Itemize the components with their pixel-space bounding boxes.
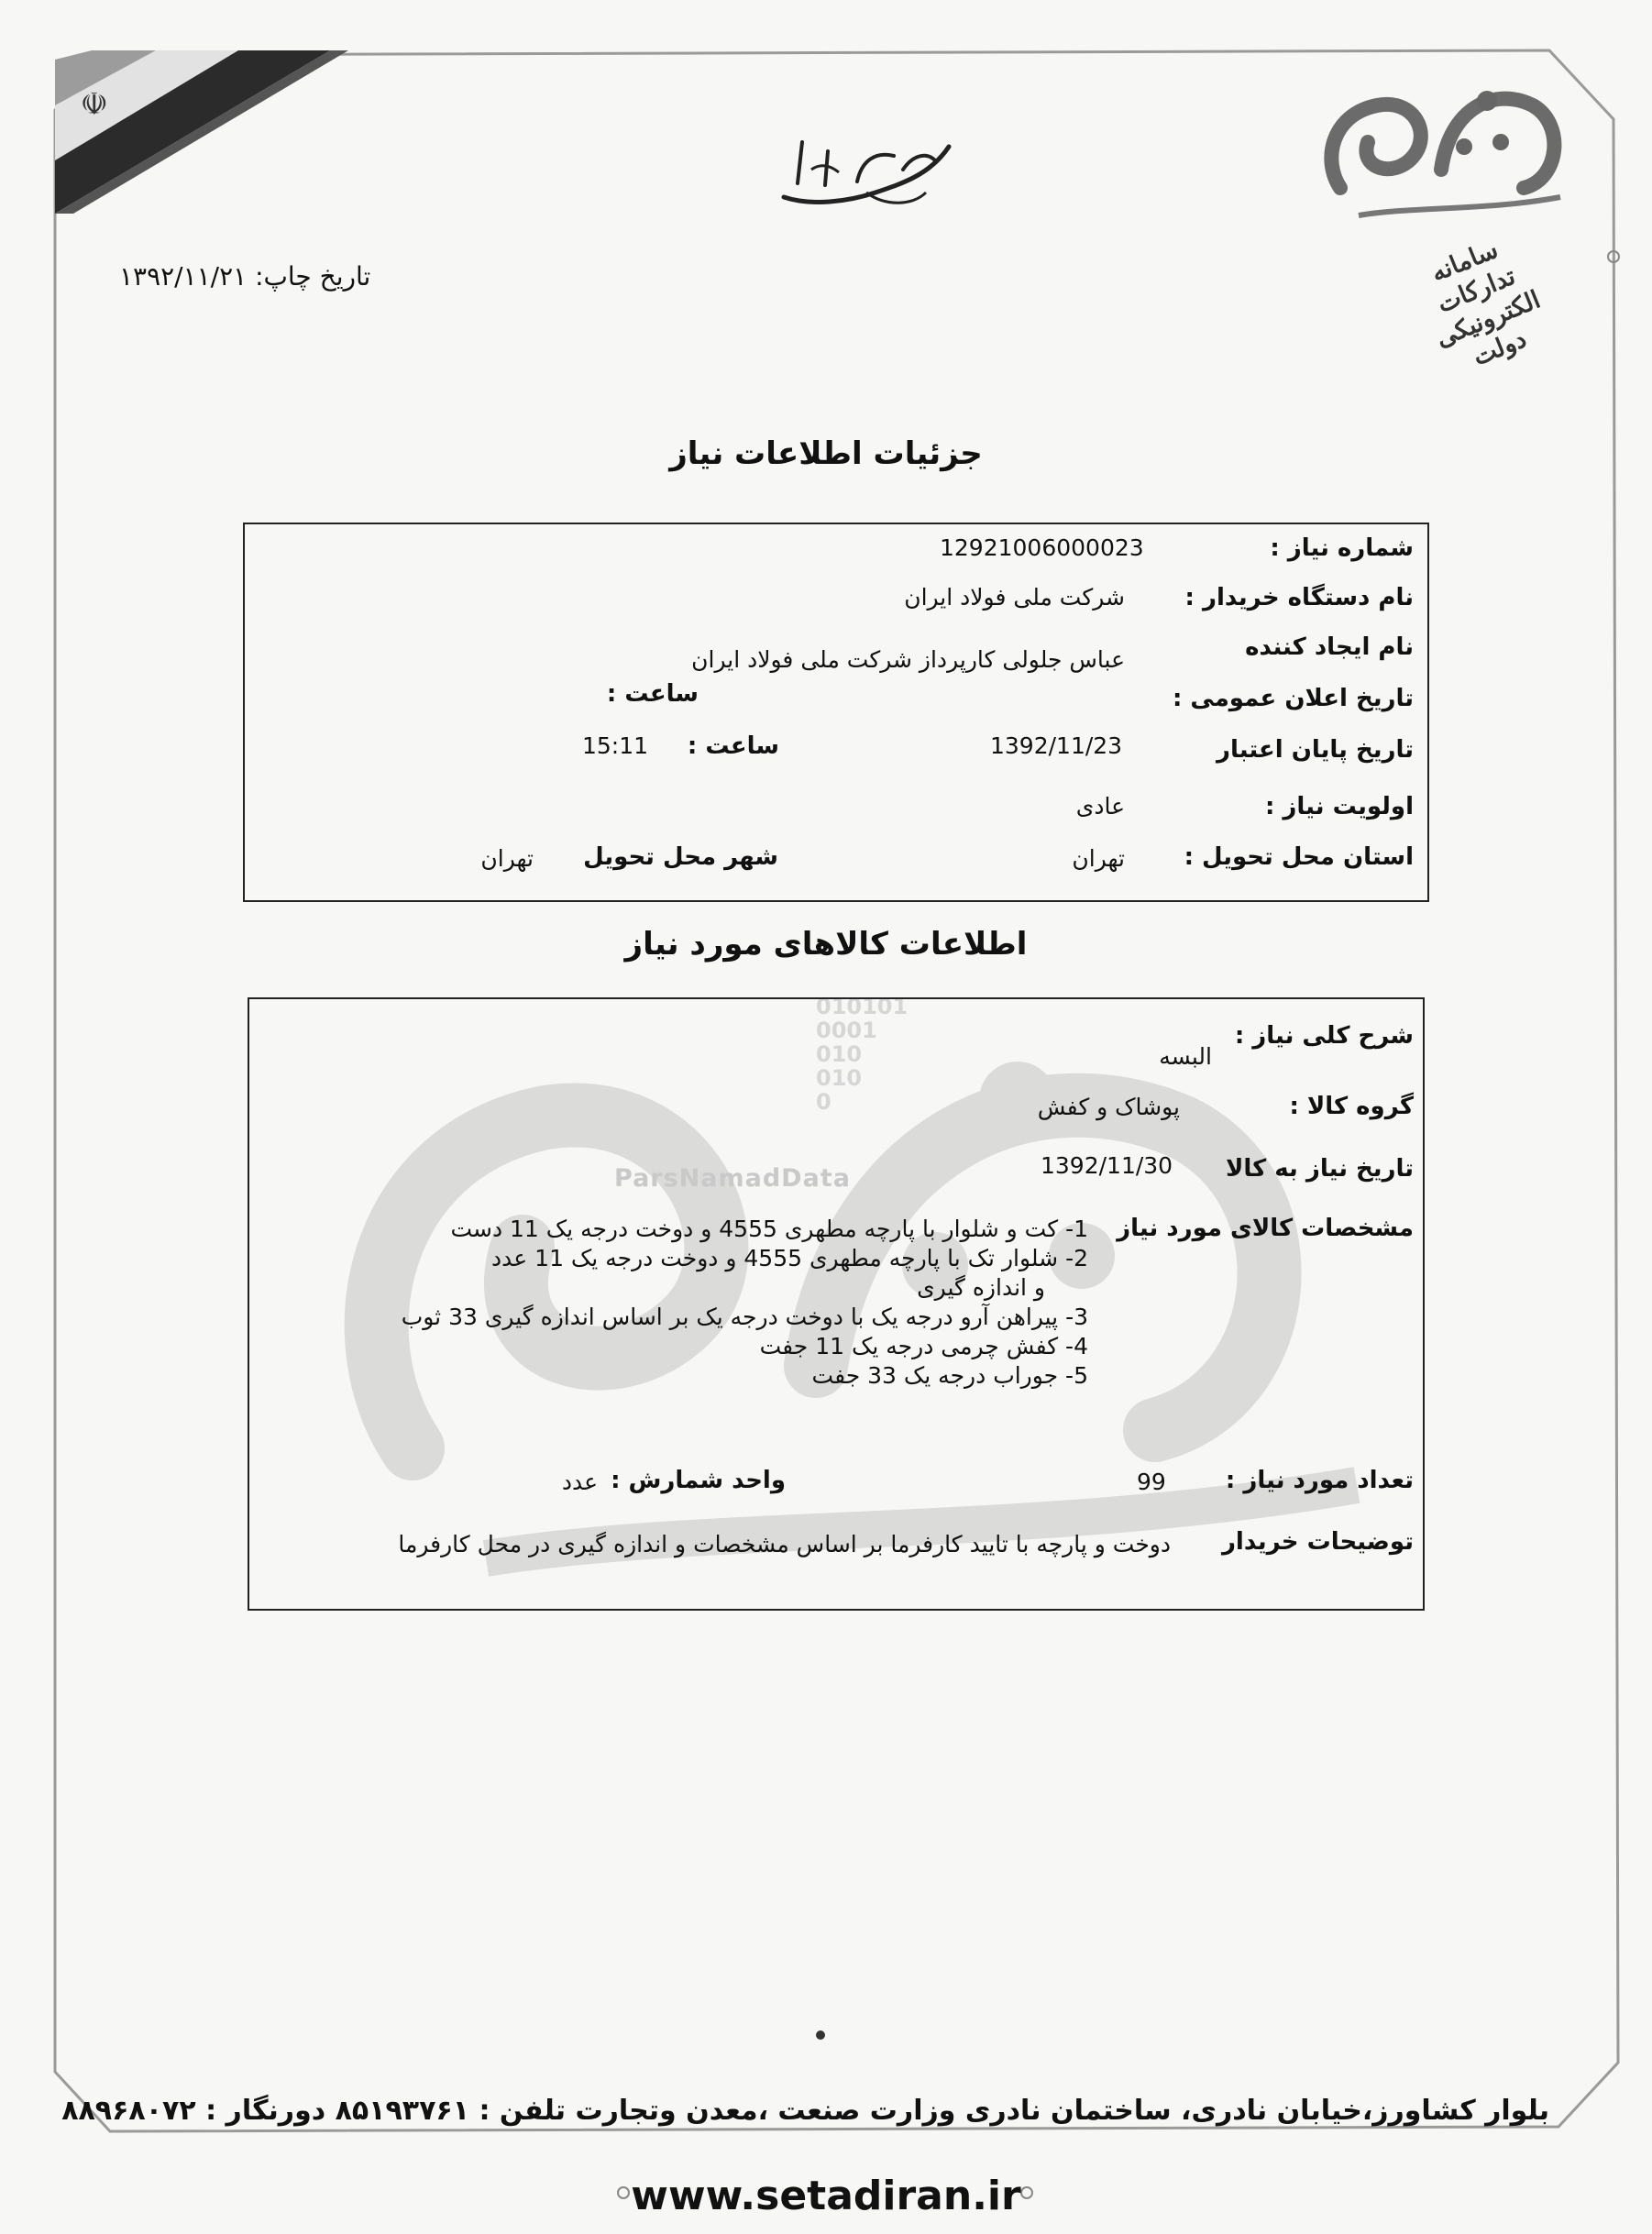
spec-line: 3- پیراهن آرو درجه یک با دوخت درجه یک بر اساس اندازه گیری 33 ثوب	[401, 1304, 1088, 1330]
specs-label: مشخصات کالای مورد نیاز	[1117, 1215, 1414, 1242]
buyer-value: شرکت ملی فولاد ایران	[904, 584, 1125, 611]
validity-time-label: ساعت :	[687, 732, 779, 760]
footer-url[interactable]: www.setadiran.ir	[631, 2173, 1021, 2219]
creator-value: عباس جلولی کارپرداز شرکت ملی فولاد ایران	[691, 646, 1125, 673]
print-date	[119, 261, 370, 292]
need-date-label: تاریخ نیاز به کالا	[1225, 1155, 1414, 1183]
watermark-digit-row: 010	[816, 1041, 863, 1067]
quantity-label: تعداد مورد نیاز :	[1225, 1467, 1414, 1494]
spec-line: 4- کفش چرمی درجه یک 11 جفت	[759, 1333, 1088, 1359]
validity-end-label: تاریخ پایان اعتبار	[1217, 736, 1414, 764]
logo-caption: سامانه تدارکات الکترونیکی دولت	[1426, 235, 1545, 372]
watermark-digit-row: 0001	[816, 1018, 877, 1043]
city-label: شهر محل تحویل	[583, 843, 778, 871]
validity-time-value: 15:11	[582, 732, 649, 759]
need-details-title: جزئیات اطلاعات نیاز	[669, 435, 983, 472]
svg-text:☫: ☫	[80, 86, 108, 123]
city-value: تهران	[480, 845, 534, 872]
bismillah-calligraphy	[775, 119, 958, 220]
announce-time-label: ساعت :	[606, 680, 699, 708]
iran-flag-ribbon-icon	[55, 50, 394, 215]
province-value: تهران	[1072, 845, 1125, 872]
need-number-label: شماره نیاز :	[1270, 534, 1414, 562]
buyer-notes-label: توضیحات خریدار	[1221, 1528, 1414, 1556]
watermark-digit-row: 010	[816, 1065, 863, 1091]
province-label: استان محل تحویل :	[1184, 843, 1414, 871]
quantity-value: 99	[1137, 1469, 1166, 1495]
spec-line: و اندازه گیری	[917, 1274, 1045, 1301]
buyer-label: نام دستگاه خریدار :	[1184, 584, 1414, 611]
general-desc-value: البسه	[1159, 1043, 1212, 1070]
watermark-digit-row: 0	[816, 1089, 832, 1115]
unit-value: عدد	[561, 1469, 598, 1495]
print-date-value: ۱۳۹۲/۱۱/۲۱	[119, 261, 248, 292]
creator-label: نام ایجاد کننده	[1245, 633, 1414, 661]
watermark-brand: ParsNamadData	[614, 1164, 851, 1193]
goods-group-label: گروه کالا :	[1289, 1093, 1414, 1120]
spec-line: 2- شلوار تک با پارچه مطهری 4555 و دوخت درجه یک 11 عدد	[491, 1245, 1088, 1271]
need-number-value: 12921006000023	[940, 534, 1144, 561]
priority-label: اولویت نیاز :	[1264, 793, 1414, 820]
print-date-label: تاریخ چاپ:	[255, 261, 371, 292]
watermark-digit-row: 010101	[816, 994, 909, 1019]
setad-logo	[1304, 50, 1579, 372]
need-date-value: 1392/11/30	[1041, 1152, 1173, 1179]
spec-line: 5- جوراب درجه یک 33 جفت	[811, 1362, 1088, 1389]
goods-group-value: پوشاک و کفش	[1037, 1094, 1180, 1120]
footer-address: بلوار کشاورز،خیابان نادری، ساختمان نادری وزارت صنعت ،معدن وتجارت تلفن : ۸۵۱۹۳۷۶۱ دورنگار : ۸۸۹۶۸۰۷۲	[61, 2095, 1549, 2127]
svg-text:بسم الله الرحمن الرحیم: بسم الله الرحمن الرحیم	[856, 218, 866, 219]
buyer-notes-value: دوخت و پارچه با تایید کارفرما بر اساس مشخصات و اندازه گیری در محل کارفرما	[398, 1531, 1171, 1557]
spec-line: 1- کت و شلوار با پارچه مطهری 4555 و دوخت درجه یک 11 دست	[450, 1216, 1088, 1242]
validity-end-date: 1392/11/23	[990, 732, 1123, 759]
goods-title: اطلاعات کالاهای مورد نیاز	[624, 926, 1028, 963]
announce-date-label: تاریخ اعلان عمومی :	[1172, 685, 1414, 712]
priority-value: عادی	[1075, 793, 1125, 820]
page-dot	[816, 2030, 825, 2040]
unit-label: واحد شمارش :	[611, 1467, 786, 1494]
general-desc-label: شرح کلی نیاز :	[1234, 1022, 1414, 1050]
